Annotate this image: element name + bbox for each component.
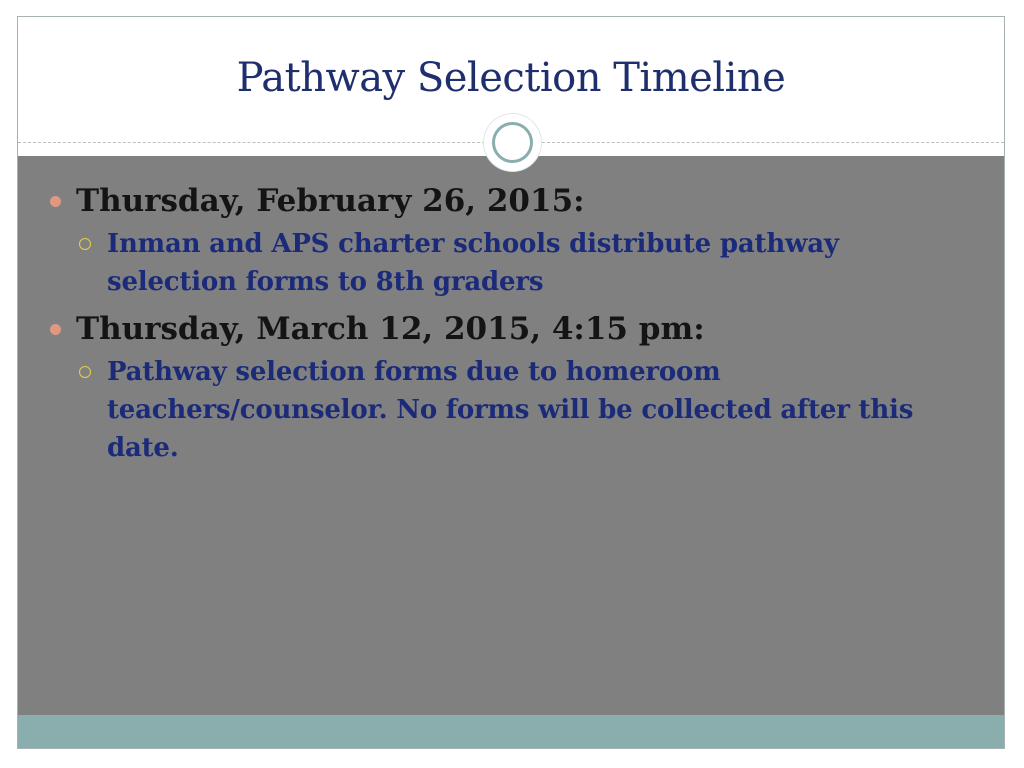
sub-bullet-item-1 bbox=[48, 225, 968, 301]
sub-bullet-item-2 bbox=[48, 353, 968, 467]
bullet-list bbox=[48, 181, 968, 475]
ring-icon bbox=[492, 122, 533, 163]
sub-bullet-text: Pathway selection forms due to homeroom teachers/counselor. No forms will be collected after this date. bbox=[107, 357, 914, 463]
bullet-ring-icon bbox=[79, 238, 91, 250]
circle-ornament-icon bbox=[484, 114, 541, 171]
slide-title: Pathway Selection Timeline bbox=[236, 55, 786, 101]
bullet-item-1 bbox=[48, 181, 968, 221]
bullet-heading: Thursday, March 12, 2015, 4:15 pm: bbox=[76, 311, 705, 347]
bullet-heading: Thursday, February 26, 2015: bbox=[76, 183, 585, 219]
slide bbox=[17, 16, 1005, 749]
bullet-ring-icon bbox=[79, 366, 91, 378]
bullet-item-2 bbox=[48, 309, 968, 349]
footer-band bbox=[18, 715, 1004, 749]
bullet-dot-icon bbox=[50, 324, 61, 335]
sub-bullet-text: Inman and APS charter schools distribute pathway selection forms to 8th graders bbox=[107, 229, 839, 297]
bullet-dot-icon bbox=[50, 196, 61, 207]
